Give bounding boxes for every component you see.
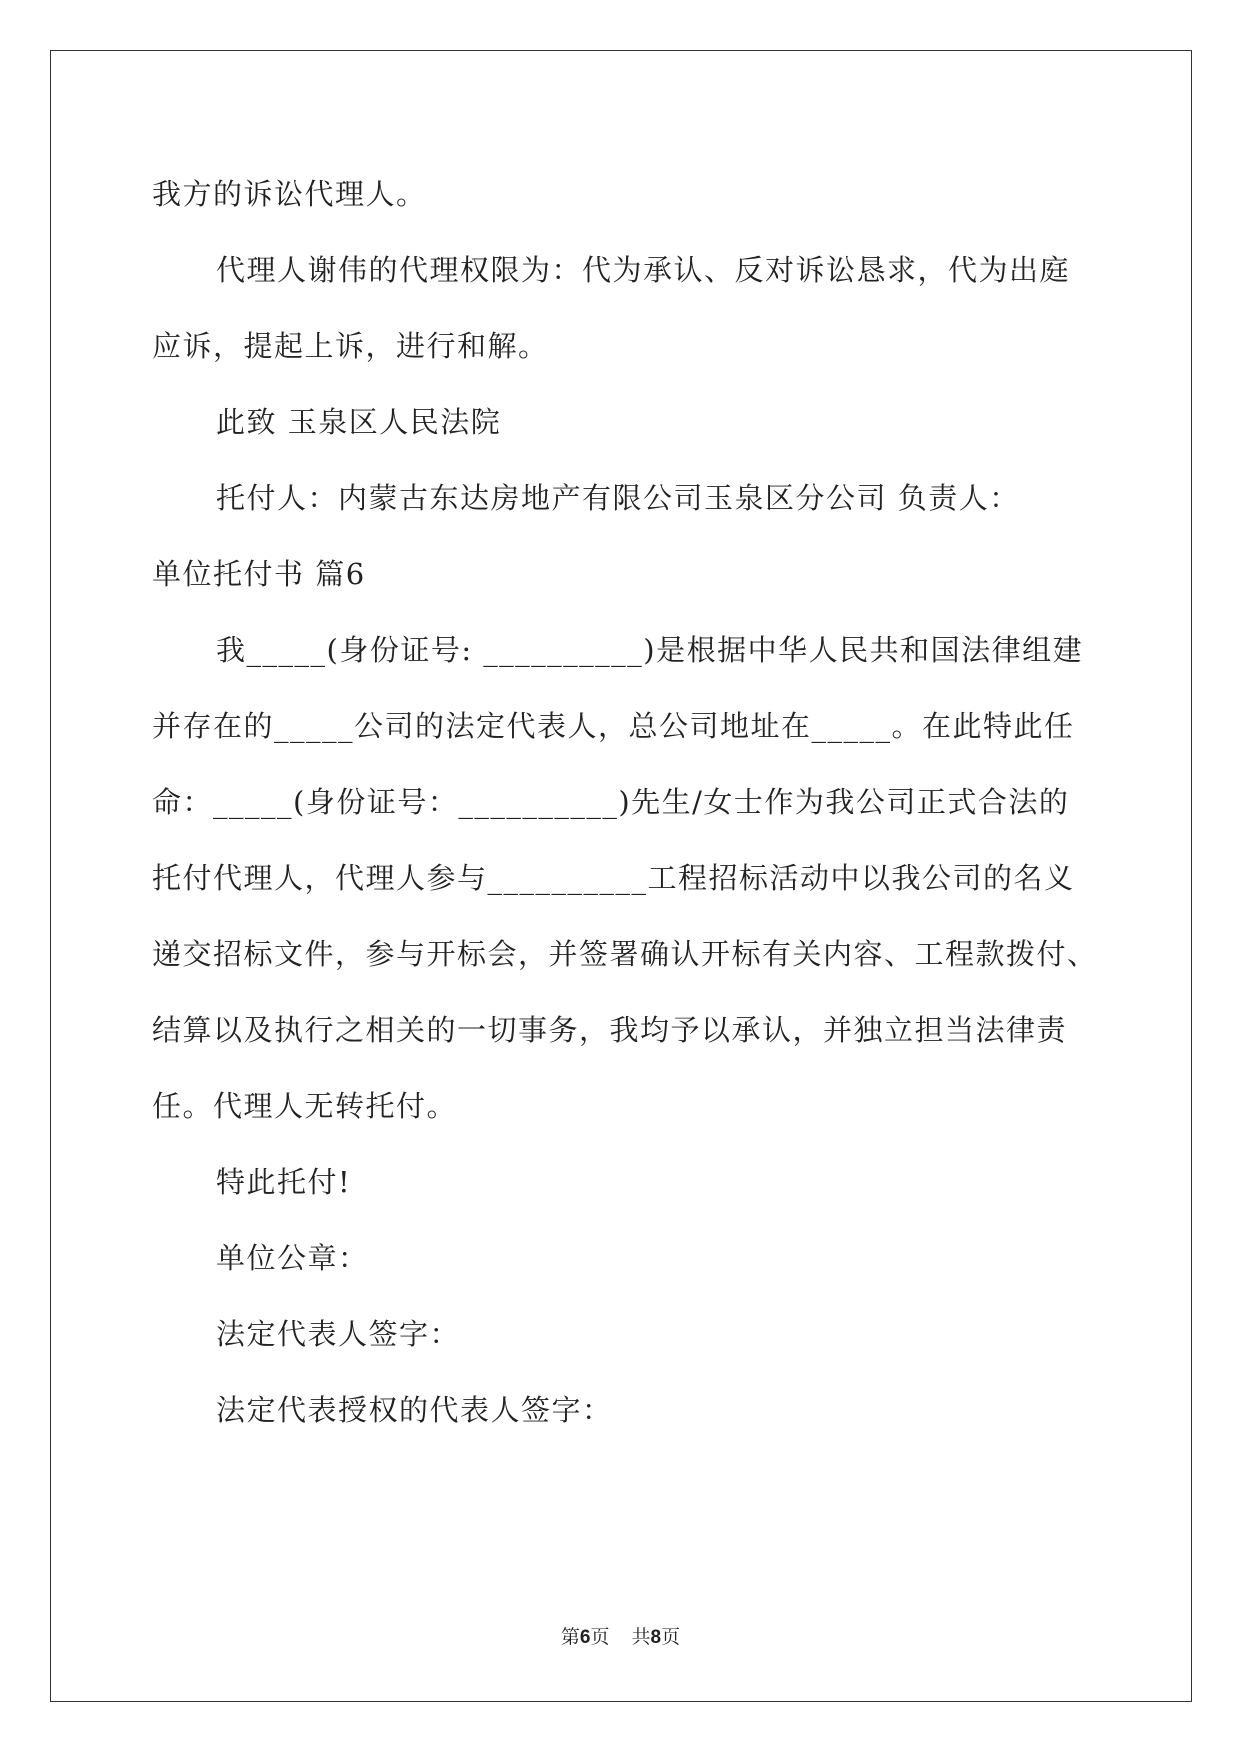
text-line: 此致 玉泉区人民法院 bbox=[216, 405, 502, 439]
text-line: 代理人谢伟的代理权限为：代为承认、反对诉讼恳求，代为出庭 bbox=[216, 253, 1071, 287]
total-pages: 8 bbox=[650, 1627, 662, 1648]
document-body bbox=[152, 160, 1112, 1448]
text-line: 应诉，提起上诉，进行和解。 bbox=[152, 329, 549, 363]
text-line: 递交招标文件，参与开标会，并签署确认开标有关内容、工程款拨付、 bbox=[152, 937, 1098, 971]
text-line: 任。代理人无转托付。 bbox=[152, 1089, 458, 1123]
text-line: 命：_____(身份证号：__________)先生/女士作为我公司正式合法的 bbox=[152, 785, 1070, 819]
text-line: 托付人：内蒙古东达房地产有限公司玉泉区分公司 负责人： bbox=[216, 481, 1020, 515]
page-number: 6 bbox=[579, 1627, 591, 1648]
total-suffix: 页 bbox=[661, 1626, 681, 1648]
text-line: 托付代理人，代理人参与__________工程招标活动中以我公司的名义 bbox=[152, 861, 1075, 895]
page-prefix: 第 bbox=[560, 1626, 580, 1648]
page-footer bbox=[0, 1622, 1241, 1649]
text-line: 结算以及执行之相关的一切事务，我均予以承认，并独立担当法律责 bbox=[152, 1013, 1068, 1047]
text-line: 特此托付! bbox=[216, 1165, 352, 1199]
signature-label: 法定代表授权的代表人签字： bbox=[216, 1393, 613, 1427]
text-line: 并存在的_____公司的法定代表人，总公司地址在_____。在此特此任 bbox=[152, 709, 1075, 743]
text-line: 我方的诉讼代理人。 bbox=[152, 177, 427, 211]
page-suffix: 页 bbox=[590, 1626, 610, 1648]
section-heading: 单位托付书 篇6 bbox=[152, 557, 366, 591]
seal-label: 单位公章： bbox=[216, 1241, 369, 1275]
total-prefix: 共 bbox=[631, 1626, 651, 1648]
signature-label: 法定代表人签字： bbox=[216, 1317, 461, 1351]
text-line: 我_____(身份证号: __________)是根据中华人民共和国法律组建 bbox=[216, 633, 1084, 667]
